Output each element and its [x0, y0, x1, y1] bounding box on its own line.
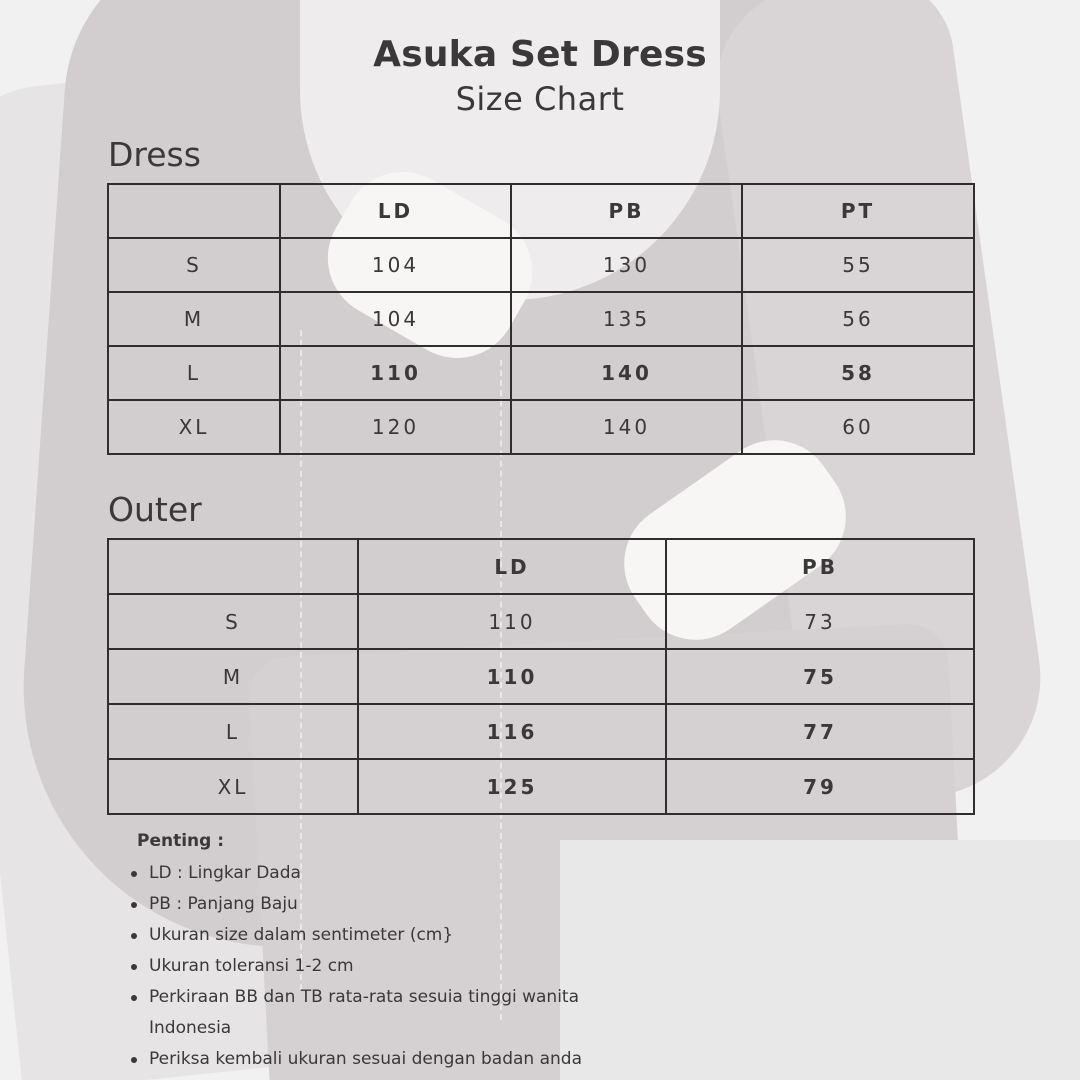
notes-title: Penting :	[137, 831, 225, 851]
table-header-row	[108, 539, 974, 594]
outer-size-table	[107, 538, 975, 815]
size-cell: XL	[108, 759, 358, 814]
table-row	[108, 292, 974, 346]
pb-cell: 79	[666, 759, 974, 814]
pt-cell: 58	[742, 346, 974, 400]
ld-cell: 110	[280, 346, 511, 400]
size-cell: L	[108, 346, 280, 400]
dress-section-title: Dress	[108, 135, 201, 174]
ld-cell: 110	[358, 649, 666, 704]
ld-cell: 104	[280, 238, 511, 292]
ld-cell: 110	[358, 594, 666, 649]
pt-cell: 56	[742, 292, 974, 346]
table-row	[108, 346, 974, 400]
page-subtitle: Size Chart	[455, 80, 625, 118]
list-item: Ukuran toleransi 1-2 cm	[131, 951, 651, 982]
table-header-row	[108, 184, 974, 238]
pb-cell: 77	[666, 704, 974, 759]
size-cell: S	[108, 238, 280, 292]
table-row	[108, 238, 974, 292]
table-header-cell: LD	[358, 539, 666, 594]
list-item: Periksa kembali ukuran sesuai dengan badan anda	[131, 1044, 651, 1075]
page-title: Asuka Set Dress	[373, 34, 707, 75]
ld-cell: 125	[358, 759, 666, 814]
list-item: LD : Lingkar Dada	[131, 858, 651, 889]
pb-cell: 130	[511, 238, 742, 292]
ld-cell: 120	[280, 400, 511, 454]
table-header-cell: PT	[742, 184, 974, 238]
table-row	[108, 400, 974, 454]
size-cell: M	[108, 292, 280, 346]
size-cell: L	[108, 704, 358, 759]
pb-cell: 140	[511, 346, 742, 400]
outer-section-title: Outer	[108, 490, 202, 529]
table-header-cell: PB	[511, 184, 742, 238]
pb-cell: 140	[511, 400, 742, 454]
pb-cell: 73	[666, 594, 974, 649]
pb-cell: 135	[511, 292, 742, 346]
table-row	[108, 594, 974, 649]
dress-size-table	[107, 183, 975, 455]
table-header-cell: LD	[280, 184, 511, 238]
ld-cell: 116	[358, 704, 666, 759]
list-item: PB : Panjang Baju	[131, 889, 651, 920]
table-header-cell	[108, 539, 358, 594]
table-row	[108, 759, 974, 814]
pb-cell: 75	[666, 649, 974, 704]
table-header-cell: PB	[666, 539, 974, 594]
notes-list	[131, 858, 651, 1075]
ld-cell: 104	[280, 292, 511, 346]
size-cell: S	[108, 594, 358, 649]
pt-cell: 55	[742, 238, 974, 292]
table-row	[108, 649, 974, 704]
table-header-cell	[108, 184, 280, 238]
table-row	[108, 704, 974, 759]
list-item: Ukuran size dalam sentimeter (cm}	[131, 920, 651, 951]
list-item: Perkiraan BB dan TB rata-rata sesuia tinggi wanita Indonesia	[131, 982, 651, 1044]
pt-cell: 60	[742, 400, 974, 454]
size-cell: M	[108, 649, 358, 704]
size-cell: XL	[108, 400, 280, 454]
